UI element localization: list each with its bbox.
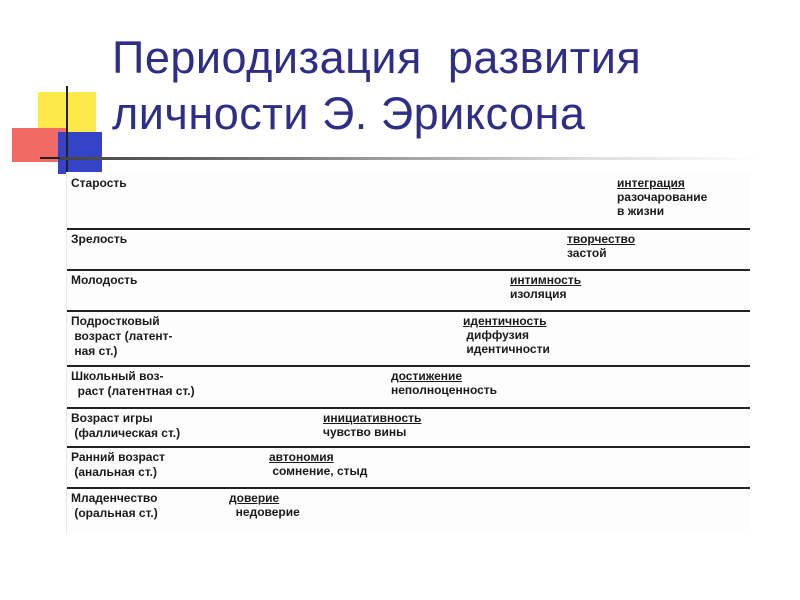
negative-outcome: чувство вины — [323, 425, 407, 439]
stage-age-line: ная ст.) — [71, 344, 118, 358]
stages-table — [66, 172, 750, 534]
negative-outcome: идентичности — [463, 342, 550, 356]
positive-outcome: доверие — [229, 491, 280, 505]
stage-row — [67, 172, 750, 230]
stage-age — [71, 314, 173, 359]
negative-outcome: сомнение, стыд — [269, 464, 368, 478]
positive-outcome: идентичность — [463, 314, 547, 328]
stage-row — [67, 487, 750, 534]
negative-outcome: недоверие — [229, 505, 300, 519]
negative-outcome: застой — [567, 246, 607, 260]
stage-age — [71, 176, 127, 191]
stage-age-line: Ранний возраст — [71, 450, 166, 464]
stage-age — [71, 411, 180, 441]
stage-crisis — [510, 273, 581, 301]
decor-blue-square — [58, 132, 102, 174]
positive-outcome: достижение — [391, 369, 463, 383]
positive-outcome: интеграция — [617, 176, 685, 190]
negative-outcome: диффузия — [463, 328, 530, 342]
negative-outcome: разочарование — [617, 190, 708, 204]
stage-age — [71, 232, 127, 247]
stage-age-line: Подростковый — [71, 314, 160, 328]
stage-age-line: (оральная ст.) — [71, 506, 158, 520]
stage-crisis — [229, 491, 300, 519]
positive-outcome: инициативность — [323, 411, 422, 425]
stage-age-line: Старость — [71, 176, 127, 190]
stage-age-line: (анальная ст.) — [71, 465, 158, 479]
stage-row — [67, 228, 750, 271]
stage-crisis — [463, 314, 550, 356]
stage-age — [71, 491, 158, 521]
stage-age-line: Молодость — [71, 273, 138, 287]
negative-outcome: неполноценность — [391, 383, 498, 397]
positive-outcome: интимность — [510, 273, 582, 287]
stage-row — [67, 407, 750, 448]
title-line-2: личности Э. Эриксона — [112, 88, 586, 139]
positive-outcome: творчество — [567, 232, 636, 246]
stage-age-line: Младенчество — [71, 491, 158, 505]
negative-outcome: в жизни — [617, 204, 665, 218]
stage-row — [67, 269, 750, 312]
stage-age — [71, 369, 195, 399]
stage-row — [67, 365, 750, 409]
negative-outcome: изоляция — [510, 287, 567, 301]
slide-title — [112, 30, 782, 142]
stage-row — [67, 310, 750, 367]
stage-age-line: Зрелость — [71, 232, 128, 246]
stage-row — [67, 446, 750, 489]
stage-age-line: Возраст игры — [71, 411, 153, 425]
stage-age-line: раст (латентная ст.) — [71, 384, 195, 398]
title-underline — [60, 157, 760, 160]
stage-crisis — [391, 369, 497, 397]
stage-crisis — [617, 176, 707, 218]
stage-crisis — [323, 411, 421, 439]
stage-crisis — [567, 232, 635, 260]
stage-age-line: (фаллическая ст.) — [71, 426, 181, 440]
title-line-1: Периодизация развития — [112, 32, 642, 83]
stage-age-line: возраст (латент- — [71, 329, 173, 343]
positive-outcome: автономия — [269, 450, 334, 464]
decor-vertical-line — [66, 86, 68, 182]
stage-crisis — [269, 450, 367, 478]
stage-age — [71, 450, 165, 480]
stage-age — [71, 273, 137, 288]
stage-age-line: Школьный воз- — [71, 369, 164, 383]
